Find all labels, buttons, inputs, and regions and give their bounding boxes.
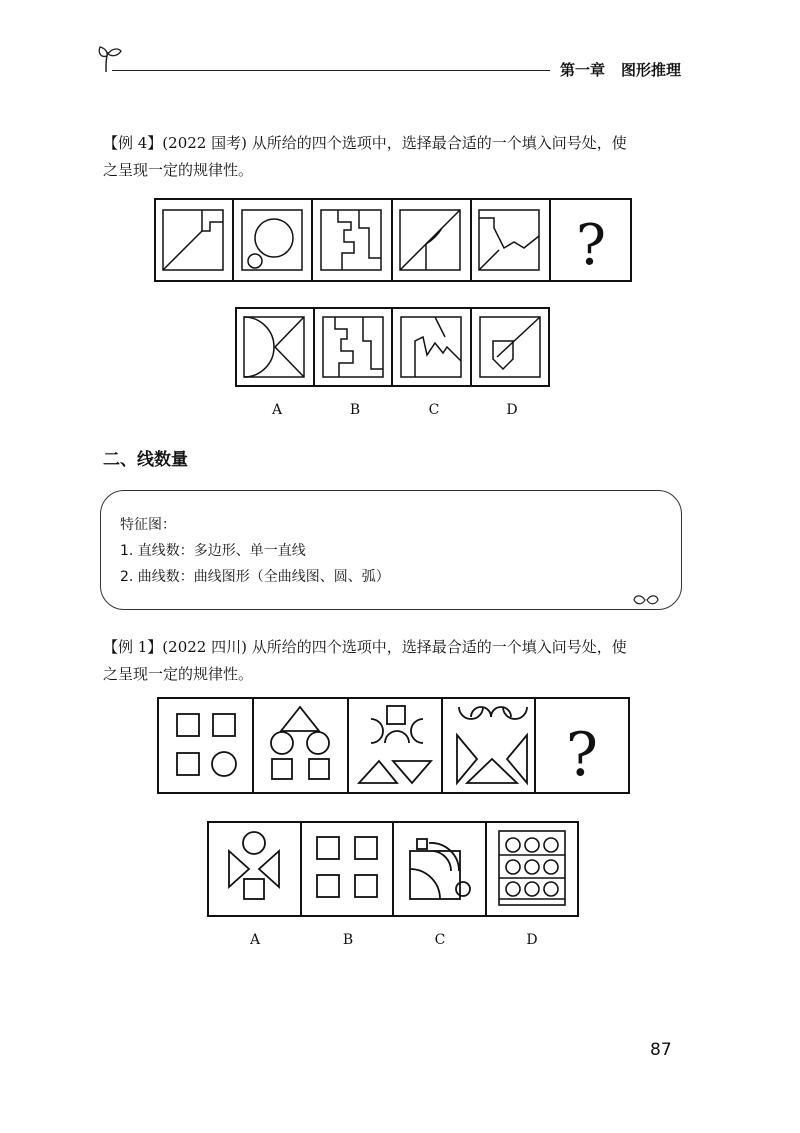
example4-line1: 【例 4】(2022 国考) 从所给的四个选项中，选择最合适的一个填入问号处，使 (103, 134, 627, 152)
example4-question-row (154, 198, 632, 282)
section-title: 二、线数量 (103, 450, 188, 470)
feature-heading: 特征图： (120, 517, 176, 533)
e1-option-label-d[interactable]: D (526, 932, 538, 948)
e1-option-c-figure (410, 839, 470, 899)
header-rule (112, 70, 550, 71)
e4-question-mark: ? (575, 213, 607, 278)
example1-line1: 【例 1】(2022 四川) 从所给的四个选项中，选择最合适的一个填入问号处，使 (103, 638, 627, 656)
e4-option-label-a[interactable]: A (271, 402, 283, 418)
e4-option-b-figure (323, 317, 383, 377)
e4-figure-3 (321, 210, 381, 270)
e4-figure-1 (163, 210, 223, 270)
e1-figure-3 (359, 706, 431, 783)
feature-line-2: 2. 曲线数：曲线图形（全曲线图、圆、弧） (120, 569, 390, 585)
e1-option-b-figure (317, 837, 377, 897)
e4-option-label-b[interactable]: B (349, 402, 361, 418)
chapter-number: 第一章 (560, 61, 606, 79)
example4-question (103, 130, 693, 184)
e4-figure-4 (400, 210, 460, 270)
e1-figure-2 (271, 707, 329, 779)
e4-option-a-figure (244, 317, 304, 377)
e4-option-label-d[interactable]: D (506, 402, 518, 418)
e1-option-label-c[interactable]: C (434, 932, 446, 948)
example1-line2: 之呈现一定的规律性。 (103, 665, 254, 683)
e4-option-label-c[interactable]: C (428, 402, 440, 418)
chapter-header (560, 59, 697, 80)
example4-options-row (235, 307, 550, 387)
example1-question-row (157, 697, 630, 794)
e4-figure-2 (242, 210, 302, 270)
e4-figure-5 (479, 210, 539, 270)
example1-question (103, 634, 693, 688)
feature-line-1: 1. 直线数：多边形、单一直线 (120, 543, 306, 559)
chapter-title: 图形推理 (621, 61, 682, 79)
page-number: 87 (650, 1040, 672, 1060)
e1-option-a-figure (229, 832, 279, 899)
e1-option-d-figure (499, 831, 565, 905)
e4-option-d-figure (480, 317, 540, 377)
example4-line2: 之呈现一定的规律性。 (103, 161, 254, 179)
e1-option-label-a[interactable]: A (249, 932, 261, 948)
e1-figure-4 (457, 707, 527, 783)
e1-figure-1 (177, 714, 236, 776)
e4-option-c-figure (401, 317, 461, 377)
example1-options-row (207, 821, 579, 917)
e1-option-label-b[interactable]: B (342, 932, 354, 948)
e1-question-mark: ? (565, 720, 599, 790)
double-leaf-icon (633, 593, 659, 607)
